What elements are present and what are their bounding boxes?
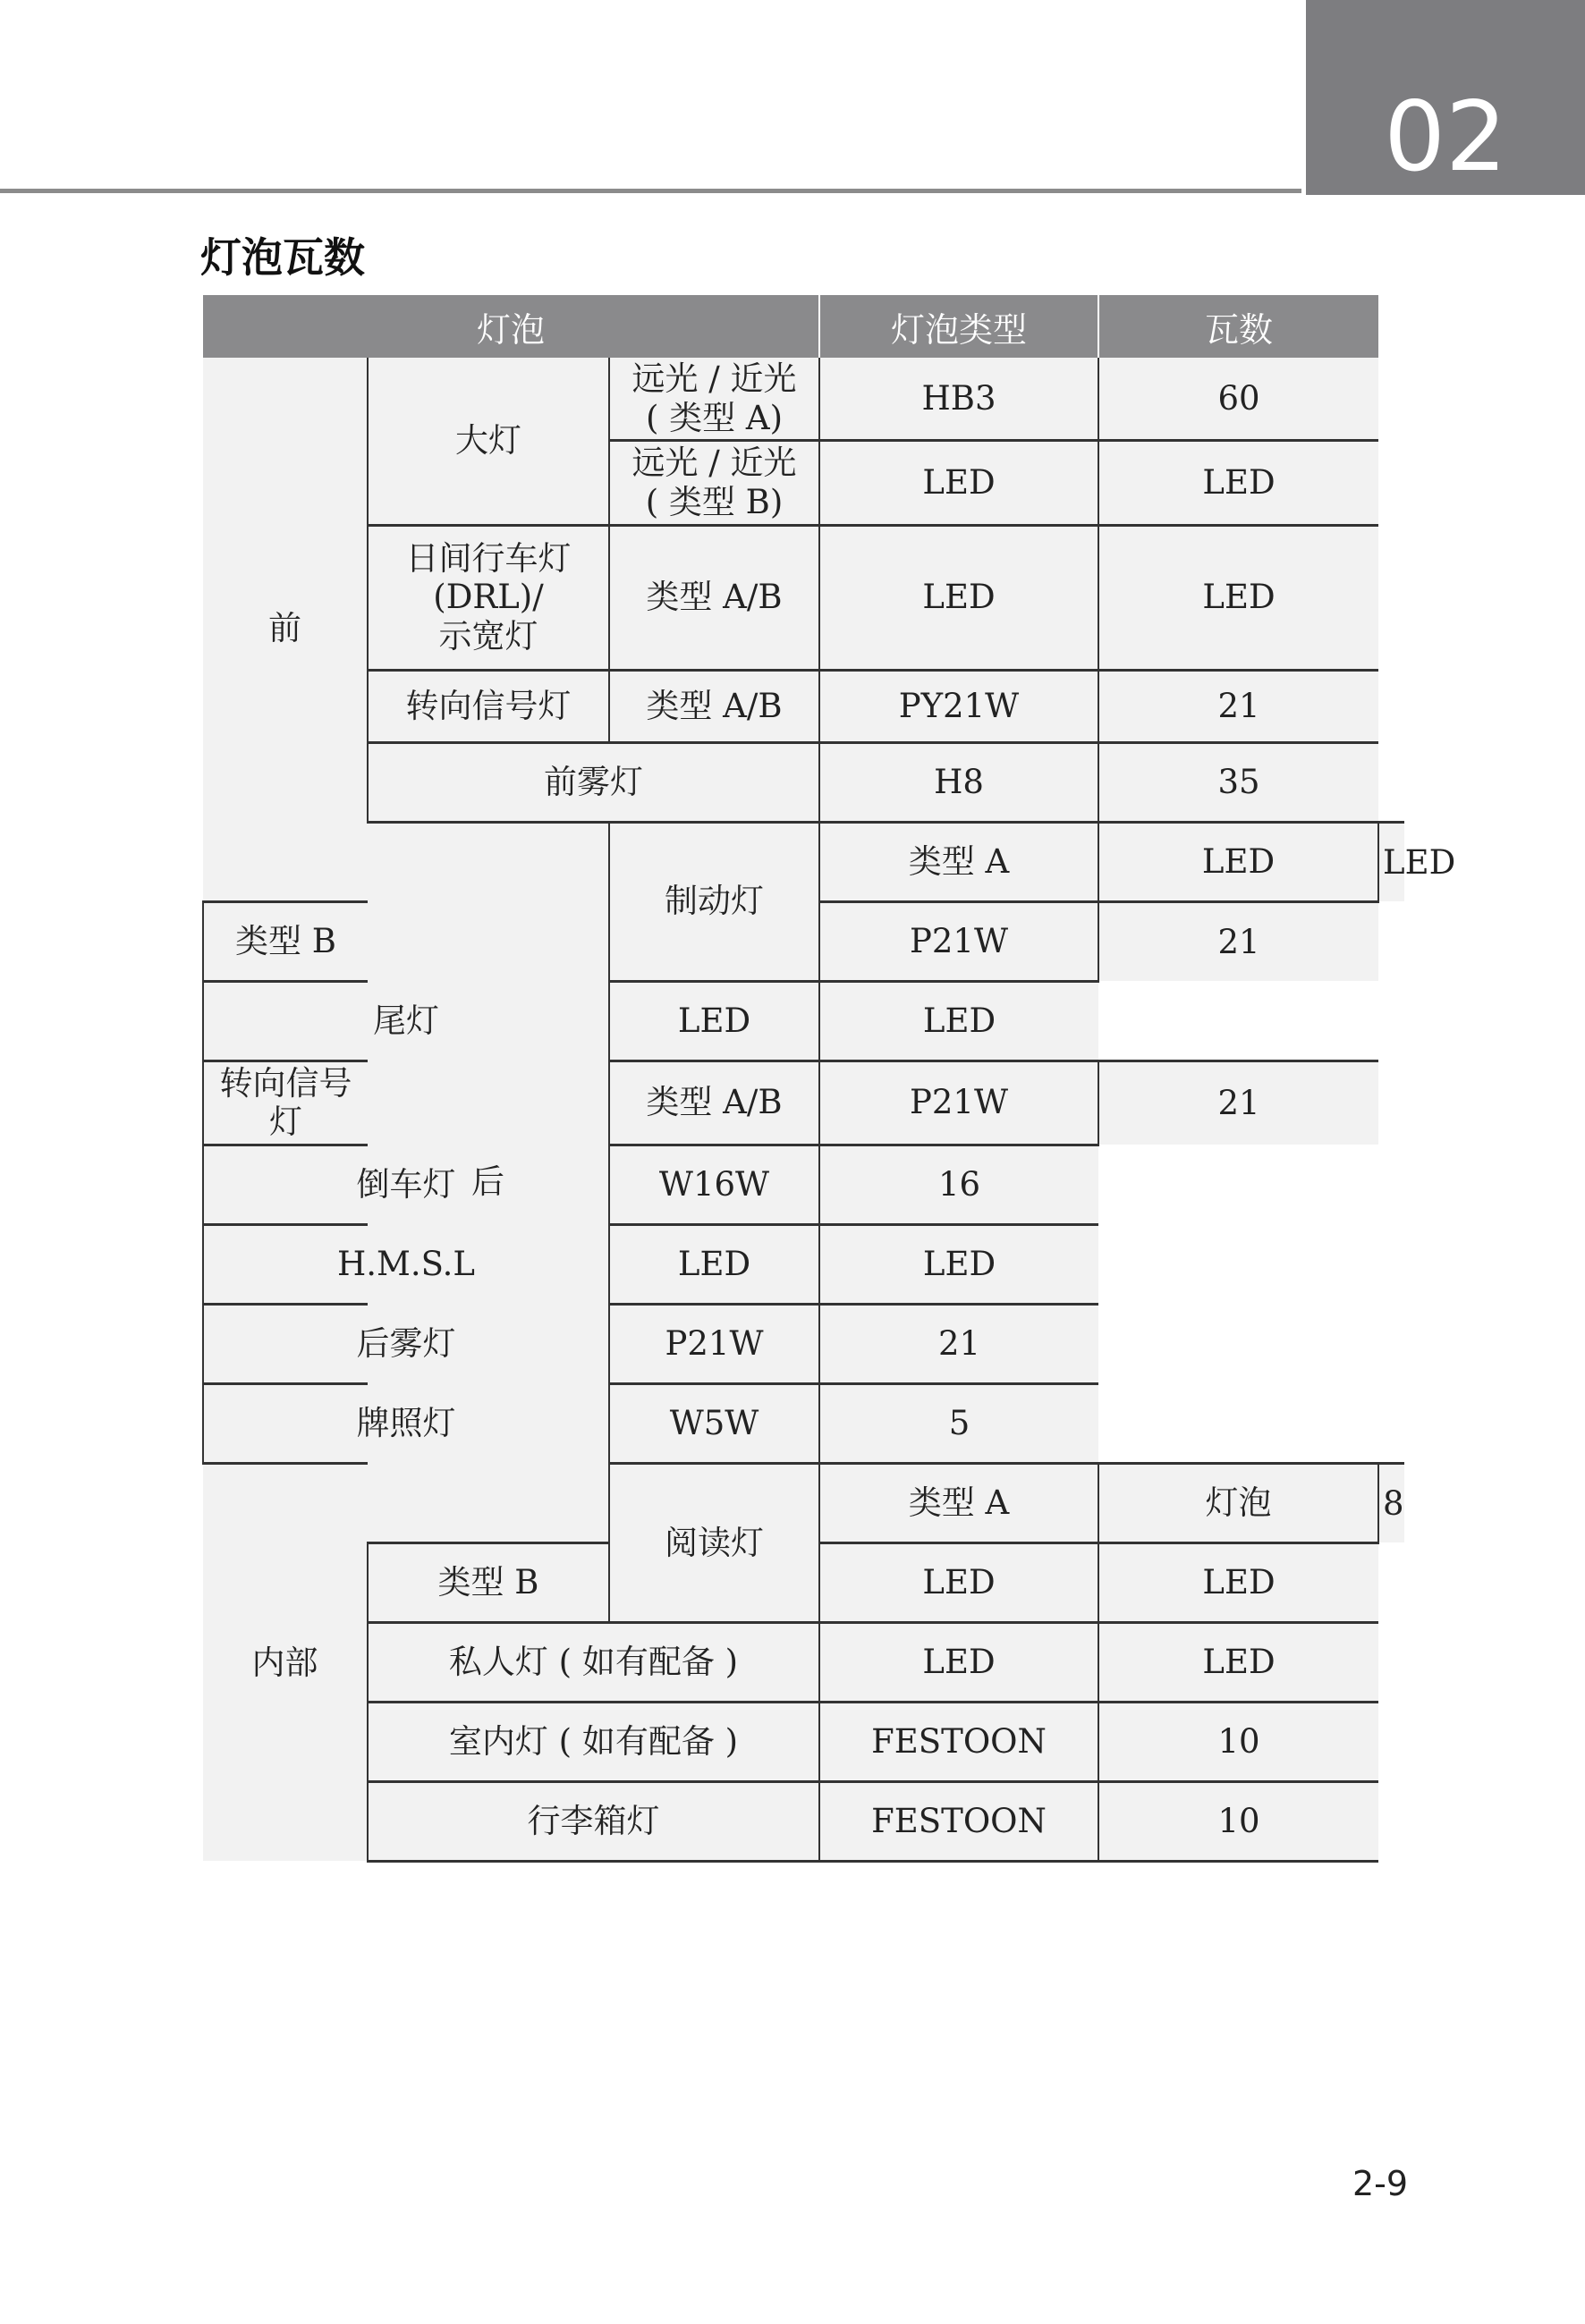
brake-type-a-cell: 类型 A	[819, 822, 1098, 901]
table-row	[203, 1622, 1404, 1702]
reading-type-a-cell: 类型 A	[819, 1463, 1098, 1542]
brake-cell: 制动灯	[609, 822, 819, 981]
drl-cell: 日间行车灯 (DRL)/ 示宽灯	[368, 525, 609, 670]
table-row	[203, 1781, 1404, 1861]
trunk-lamp-cell: 行李箱灯	[368, 1781, 819, 1861]
header-bulb: 灯泡	[203, 295, 819, 358]
reading-lamp-cell: 阅读灯	[609, 1463, 819, 1622]
group-front: 前	[203, 358, 368, 901]
bulb-type-cell: W16W	[609, 1145, 819, 1224]
rear-turn-subtype-cell: 类型 A/B	[609, 1061, 819, 1145]
bulb-wattage-table	[202, 295, 1456, 1863]
bulb-type-cell: LED	[1098, 822, 1378, 901]
wattage-cell: 5	[819, 1383, 1098, 1463]
front-turn-subtype-cell: 类型 A/B	[609, 670, 819, 742]
group-rear: 后	[368, 822, 609, 1542]
page-number: 2-9	[1352, 2164, 1409, 2203]
bulb-type-cell: LED	[609, 1224, 819, 1304]
wattage-cell: 21	[1098, 670, 1378, 742]
drl-subtype-cell: 类型 A/B	[609, 525, 819, 670]
headlamp-type-a-cell: 远光 / 近光 ( 类型 A)	[609, 358, 819, 441]
wattage-cell: 35	[1098, 742, 1378, 822]
license-plate-lamp-cell: 牌照灯	[203, 1383, 609, 1463]
table-header-row	[203, 295, 1404, 358]
bulb-type-cell: H8	[819, 742, 1098, 822]
wattage-cell: 60	[1098, 358, 1378, 441]
header-rule	[0, 189, 1301, 193]
front-turn-signal-cell: 转向信号灯	[368, 670, 609, 742]
wattage-cell: LED	[1098, 1542, 1378, 1622]
table-row	[203, 1383, 1404, 1463]
group-interior: 内部	[203, 1463, 368, 1861]
bulb-type-cell: 灯泡	[1098, 1463, 1378, 1542]
bulb-type-cell: P21W	[819, 1061, 1098, 1145]
bulb-type-cell: PY21W	[819, 670, 1098, 742]
hmsl-cell: H.M.S.L	[203, 1224, 609, 1304]
bulb-type-cell: W5W	[609, 1383, 819, 1463]
wattage-cell: 16	[819, 1145, 1098, 1224]
wattage-cell: 21	[1098, 901, 1378, 981]
brake-type-b-cell: 类型 B	[203, 901, 368, 981]
bulb-type-cell: LED	[819, 525, 1098, 670]
wattage-cell: 10	[1098, 1781, 1378, 1861]
header-wattage: 瓦数	[1098, 295, 1378, 358]
bulb-type-cell: FESTOON	[819, 1702, 1098, 1781]
wattage-cell: LED	[1098, 1622, 1378, 1702]
tail-lamp-cell: 尾灯	[203, 981, 609, 1061]
wattage-cell: LED	[1098, 525, 1378, 670]
bulb-type-cell: HB3	[819, 358, 1098, 441]
table-row	[203, 358, 1404, 441]
chapter-tab	[1306, 0, 1585, 195]
wattage-cell: LED	[819, 981, 1098, 1061]
table-row	[203, 822, 1404, 901]
header-bulb-type: 灯泡类型	[819, 295, 1098, 358]
table-row	[203, 1145, 1404, 1224]
bulb-type-cell: FESTOON	[819, 1781, 1098, 1861]
table-row	[203, 525, 1404, 670]
backup-lamp-cell: 倒车灯	[203, 1145, 609, 1224]
bulb-type-cell: LED	[819, 1622, 1098, 1702]
bulb-type-cell: LED	[609, 981, 819, 1061]
wattage-cell: LED	[1098, 441, 1378, 525]
bulb-type-cell: LED	[819, 441, 1098, 525]
wattage-cell: LED	[1378, 822, 1404, 901]
wattage-cell: 21	[819, 1304, 1098, 1383]
bulb-type-cell: P21W	[609, 1304, 819, 1383]
table-row	[203, 981, 1404, 1061]
table-row	[203, 742, 1404, 822]
room-lamp-cell: 室内灯 ( 如有配备 )	[368, 1702, 819, 1781]
headlamp-cell: 大灯	[368, 358, 609, 525]
table-row	[203, 1304, 1404, 1383]
table-row	[203, 1702, 1404, 1781]
rear-turn-signal-cell: 转向信号灯	[203, 1061, 368, 1145]
reading-type-b-cell: 类型 B	[368, 1542, 609, 1622]
rear-fog-cell: 后雾灯	[203, 1304, 609, 1383]
bulb-type-cell: P21W	[819, 901, 1098, 981]
table-row	[203, 1224, 1404, 1304]
front-fog-cell: 前雾灯	[368, 742, 819, 822]
table-row	[203, 670, 1404, 742]
section-title: 灯泡瓦数	[200, 233, 365, 282]
wattage-cell: 8	[1378, 1463, 1404, 1542]
bulb-type-cell: LED	[819, 1542, 1098, 1622]
wattage-cell: LED	[819, 1224, 1098, 1304]
headlamp-type-b-cell: 远光 / 近光 ( 类型 B)	[609, 441, 819, 525]
personal-lamp-cell: 私人灯 ( 如有配备 )	[368, 1622, 819, 1702]
wattage-cell: 21	[1098, 1061, 1378, 1145]
wattage-cell: 10	[1098, 1702, 1378, 1781]
chapter-number: 02	[1384, 81, 1507, 193]
